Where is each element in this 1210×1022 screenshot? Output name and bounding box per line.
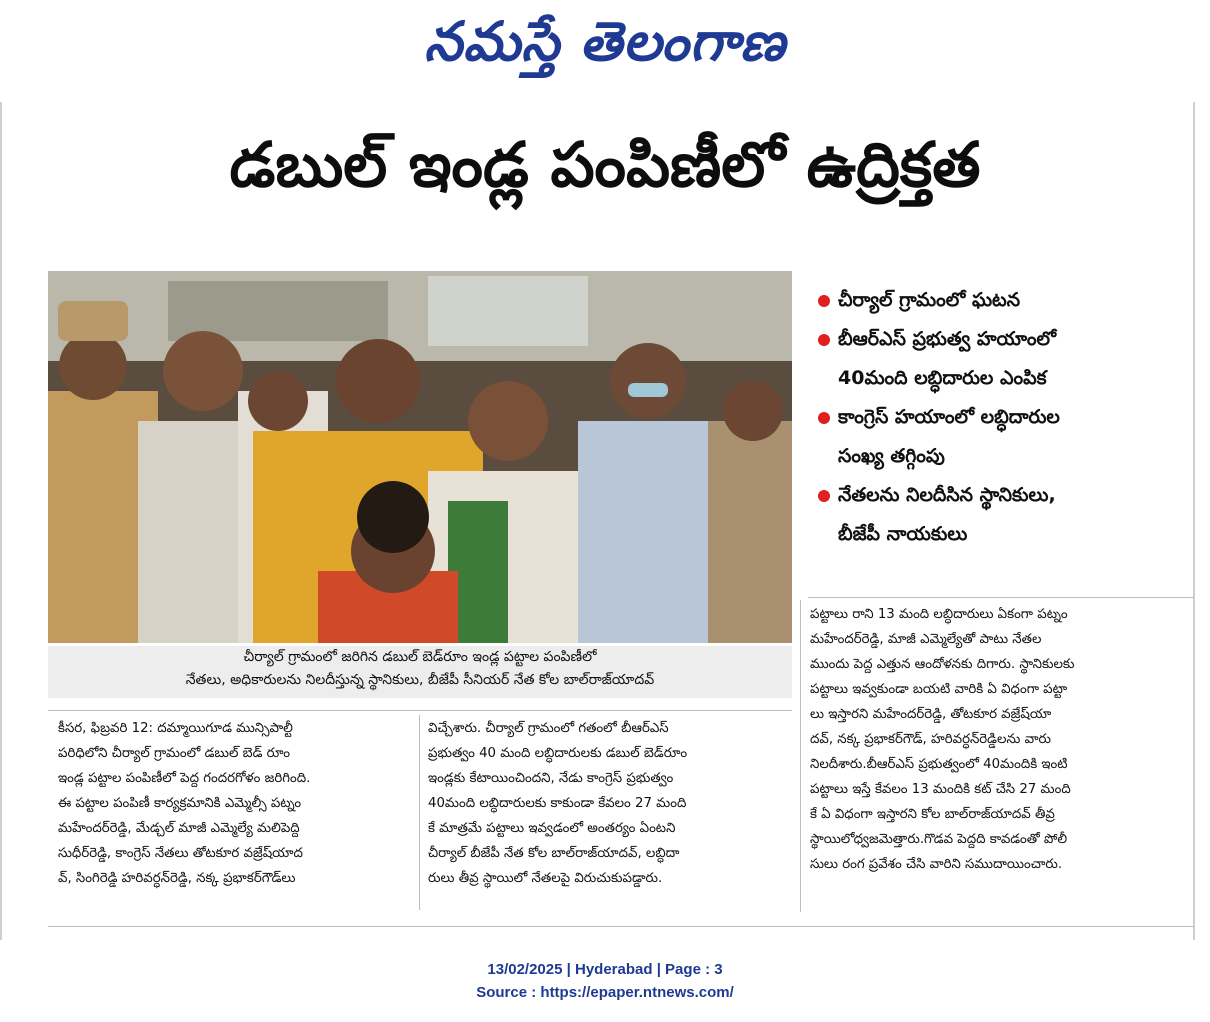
article-line: కే ఏ విధంగా ఇస్తారని కోల బాల్‌రాజ్‌యాదవ్ తీవ్ర bbox=[810, 807, 1055, 822]
article-line: విచ్చేశారు. చీర్యాల్ గ్రామంలో గతంలో బీఆర్ఎస్ bbox=[428, 721, 669, 736]
article-line: వ్, సింగిరెడ్డి హరివర్ధన్‌రెడ్డి, నక్క ప్రభాకర్‌గౌడ్‌లు bbox=[58, 871, 296, 886]
article-line: పరిధిలోని చీర్యాల్ గ్రామంలో డబుల్ బెడ్ రూం bbox=[58, 746, 291, 761]
article-line: లు ఇస్తారని మహేందర్‌రెడ్డి, తోటకూర వజ్రేష్‌యా bbox=[810, 707, 1052, 722]
photo-caption-line: నేతలు, అధికారులను నిలదీస్తున్న స్థానికులు, బీజేపీ సీనియర్ నేత కోల బాల్‌రాజ్‌యాదవ్ bbox=[185, 672, 655, 688]
footer-source: Source : https://epaper.ntnews.com/ bbox=[476, 984, 734, 1001]
highlight-text: సంఖ్య తగ్గింపు bbox=[838, 445, 945, 467]
highlight-text: 40మంది లబ్ధిదారుల ఎంపిక bbox=[838, 367, 1047, 389]
photo-caption bbox=[48, 646, 792, 698]
highlight-item bbox=[816, 398, 1196, 476]
article-line: చీర్యాల్ బీజేపీ నేత కోల బాల్‌రాజ్‌యాదవ్, లబ్ధిదా bbox=[428, 846, 680, 861]
article-line: పట్టాలు ఇవ్వకుండా బయటి వారికి ఏ విధంగా పట్టా bbox=[810, 682, 1068, 697]
article-line: ఇండ్లకు కేటాయించిందని, నేడు కాంగ్రెస్ ప్రభుత్వం bbox=[428, 771, 674, 786]
divider bbox=[48, 926, 1194, 927]
highlight-item bbox=[816, 476, 1196, 554]
highlight-item bbox=[816, 281, 1196, 320]
article-line: రులు తీవ్ర స్థాయిలో నేతలపై విరుచుకుపడ్డారు. bbox=[428, 871, 663, 886]
headline: డబుల్ ఇండ్ల పంపిణీలో ఉద్రిక్తత bbox=[229, 128, 981, 201]
article-column-2 bbox=[428, 716, 790, 891]
masthead bbox=[0, 0, 1210, 95]
article-line: పట్టాలు రాని 13 మంది లబ్ధిదారులు ఏకంగా పట్నం bbox=[810, 607, 1068, 622]
masthead-title: నమస్తే తెలంగాణ bbox=[424, 8, 786, 73]
left-border bbox=[0, 102, 2, 940]
article-line: సులు రంగ ప్రవేశం చేసి వారిని సముదాయించారు. bbox=[810, 857, 1063, 872]
highlight-text: బీఆర్ఎస్ ప్రభుత్వ హయాంలో bbox=[838, 328, 1057, 350]
article-line: మహేందర్‌రెడ్డి, మాజీ ఎమ్మెల్యేతో పాటు నేతల bbox=[810, 632, 1042, 647]
article-line: కీసర, ఫిబ్రవరి 12: దమ్మాయిగూడ మున్సిపాల్టీ bbox=[58, 721, 293, 736]
divider bbox=[808, 597, 1194, 598]
article-line: మహేందర్‌రెడ్డి, మేడ్చల్ మాజీ ఎమ్మెల్యే మలిపెద్ది bbox=[58, 821, 300, 836]
photo-caption-line: చీర్యాల్ గ్రామంలో జరిగిన డబుల్ బెడ్‌రూం ఇండ్ల పట్టాల పంపిణీలో bbox=[243, 649, 597, 665]
article-line: ఇండ్ల పట్టాల పంపిణీలో పెద్ద గందరగోళం జరిగింది. bbox=[58, 771, 311, 786]
article-column-3 bbox=[810, 602, 1190, 877]
news-photo bbox=[48, 271, 792, 643]
highlight-item bbox=[816, 320, 1196, 398]
divider bbox=[48, 710, 792, 711]
article-line: స్థాయిలోధ్వజమెత్తారు.గొడవ పెద్దది కావడంతో పోలీ bbox=[810, 832, 1068, 847]
highlight-text: బీజేపీ నాయకులు bbox=[838, 523, 968, 545]
red-bullet-icon bbox=[818, 412, 830, 424]
footer-dateline: 13/02/2025 | Hyderabad | Page : 3 bbox=[487, 961, 723, 978]
crowd-illustration bbox=[48, 271, 792, 643]
highlight-text: కాంగ్రెస్ హయాంలో లబ్ధిదారుల bbox=[838, 406, 1060, 428]
highlight-text: చీర్యాల్ గ్రామంలో ఘటన bbox=[838, 289, 1021, 311]
article-line: సుధీర్‌రెడ్డి, కాంగ్రెస్ నేతలు తోటకూర వజ్రేష్‌యాద bbox=[58, 846, 303, 861]
highlight-text: నేతలను నిలదీసిన స్థానికులు, bbox=[838, 484, 1056, 506]
column-divider bbox=[419, 715, 420, 910]
red-bullet-icon bbox=[818, 334, 830, 346]
article-line: నిలదీశారు.బీఆర్ఎస్ ప్రభుత్వంలో 40మందికి ఇంటి bbox=[810, 757, 1068, 772]
red-bullet-icon bbox=[818, 295, 830, 307]
article-line: ప్రభుత్వం 40 మంది లబ్ధిదారులకు డబుల్ బెడ్‌రూం bbox=[428, 746, 688, 761]
article-line: దవ్, నక్క ప్రభాకర్‌గౌడ్, హరివర్ధన్‌రెడ్డిలను వారు bbox=[810, 732, 1052, 747]
article-line: ఈ పట్టాల పంపిణీ కార్యక్రమానికి ఎమ్మెల్సీ పట్నం bbox=[58, 796, 302, 811]
article-line: పట్టాలు ఇస్తే కేవలం 13 మందికి కట్ చేసి 27 మంది bbox=[810, 782, 1071, 797]
article-line: కే మాత్రమే పట్టాలు ఇవ్వడంలో అంతర్యం ఏంటని bbox=[428, 821, 676, 836]
red-bullet-icon bbox=[818, 490, 830, 502]
column-divider bbox=[800, 600, 801, 912]
article-line: 40మంది లబ్ధిదారులకు కాకుండా కేవలం 27 మంది bbox=[428, 796, 687, 811]
article-column-1 bbox=[58, 716, 414, 891]
highlights-list bbox=[816, 281, 1196, 554]
article-line: ముందు పెద్ద ఎత్తున ఆందోళనకు దిగారు. స్థానికులకు bbox=[810, 657, 1075, 672]
